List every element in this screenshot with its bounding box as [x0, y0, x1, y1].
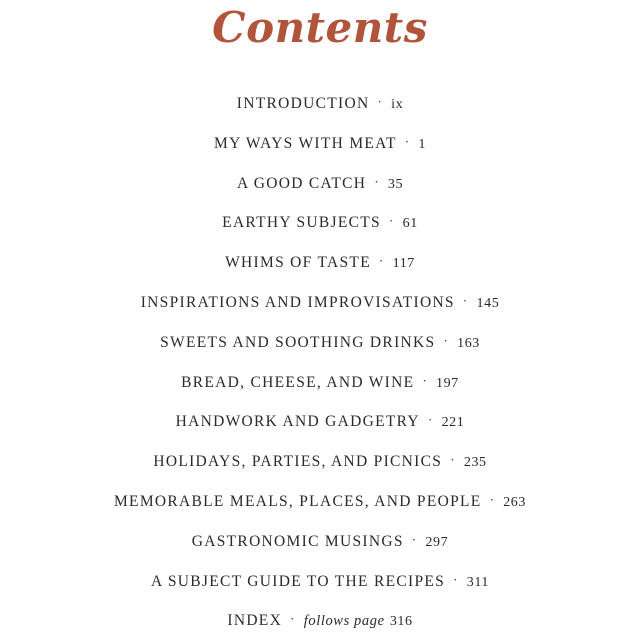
toc-entry-label: INSPIRATIONS AND IMPROVISATIONS — [140, 293, 455, 311]
separator-dot: · — [411, 531, 418, 547]
toc-entry-label: A GOOD CATCH — [236, 174, 367, 192]
separator-dot: · — [374, 173, 380, 189]
separator-dot: · — [378, 253, 385, 269]
toc-entry-page: 197 — [436, 375, 459, 391]
toc-entry-a-subject-guide-to-the-recipes[interactable] — [0, 562, 640, 602]
toc-entry-label: SWEETS AND SOOTHING DRINKS — [160, 333, 436, 351]
toc-entry-page: ix — [391, 97, 404, 112]
separator-dot: · — [290, 611, 296, 627]
toc-entry-index[interactable] — [0, 601, 640, 641]
separator-dot: · — [388, 213, 395, 229]
toc-entry-page: 117 — [392, 256, 415, 272]
toc-entry-sweets-and-soothing-drinks[interactable] — [0, 323, 640, 363]
toc-entry-label: INDEX — [227, 612, 283, 630]
separator-dot: · — [404, 133, 411, 149]
toc-entry-gastronomic-musings[interactable] — [0, 522, 640, 562]
toc-entry-memorable-meals-places-and-people[interactable] — [0, 482, 640, 522]
separator-dot: · — [427, 412, 434, 428]
separator-dot: · — [450, 452, 456, 468]
toc-entry-page: 145 — [476, 295, 500, 311]
toc-entry-a-good-catch[interactable] — [0, 164, 640, 204]
toc-entry-page: 35 — [387, 176, 404, 192]
toc-entry-page: 263 — [503, 494, 527, 510]
toc-entry-my-ways-with-meat[interactable] — [0, 124, 640, 164]
toc-entry-earthy-subjects[interactable] — [0, 203, 640, 243]
toc-entry-label: EARTHY SUBJECTS — [222, 214, 381, 232]
toc-entry-label: BREAD, CHEESE, AND WINE — [181, 373, 415, 391]
toc-entry-page: 61 — [402, 216, 418, 232]
table-of-contents — [0, 84, 640, 641]
separator-dot: · — [453, 571, 459, 587]
toc-entry-page: 311 — [466, 574, 489, 590]
separator-dot: · — [422, 372, 429, 388]
page-title: Contents — [212, 3, 428, 52]
toc-entry-label: WHIMS OF TASTE — [225, 254, 371, 272]
separator-dot: · — [489, 491, 496, 507]
toc-entry-page: 235 — [463, 455, 487, 471]
toc-entry-page: 316 — [389, 614, 413, 630]
toc-entry-label: HANDWORK AND GADGETRY — [175, 413, 420, 431]
toc-entry-page: 297 — [425, 534, 449, 550]
toc-entry-bread-cheese-and-wine[interactable] — [0, 363, 640, 403]
toc-entry-introduction[interactable] — [0, 84, 640, 124]
toc-entry-page: 1 — [418, 136, 426, 152]
toc-entry-page-note: follows page — [303, 613, 385, 630]
toc-entry-label: A SUBJECT GUIDE TO THE RECIPES — [151, 572, 446, 590]
toc-entry-label: MY WAYS WITH MEAT — [214, 134, 397, 152]
toc-entry-holidays-parties-and-picnics[interactable] — [0, 442, 640, 482]
toc-entry-label: INTRODUCTION — [236, 95, 370, 112]
toc-entry-label: GASTRONOMIC MUSINGS — [191, 532, 404, 550]
toc-entry-page: 221 — [441, 415, 465, 431]
toc-entry-label: MEMORABLE MEALS, PLACES, AND PEOPLE — [113, 492, 482, 510]
separator-dot: · — [462, 292, 469, 308]
toc-entry-handwork-and-gadgetry[interactable] — [0, 402, 640, 442]
toc-entry-inspirations-and-improvisations[interactable] — [0, 283, 640, 323]
separator-dot: · — [377, 94, 384, 109]
toc-entry-whims-of-taste[interactable] — [0, 243, 640, 283]
toc-entry-page: 163 — [457, 335, 480, 351]
toc-entry-label: HOLIDAYS, PARTIES, AND PICNICS — [153, 453, 443, 471]
separator-dot: · — [443, 332, 450, 348]
